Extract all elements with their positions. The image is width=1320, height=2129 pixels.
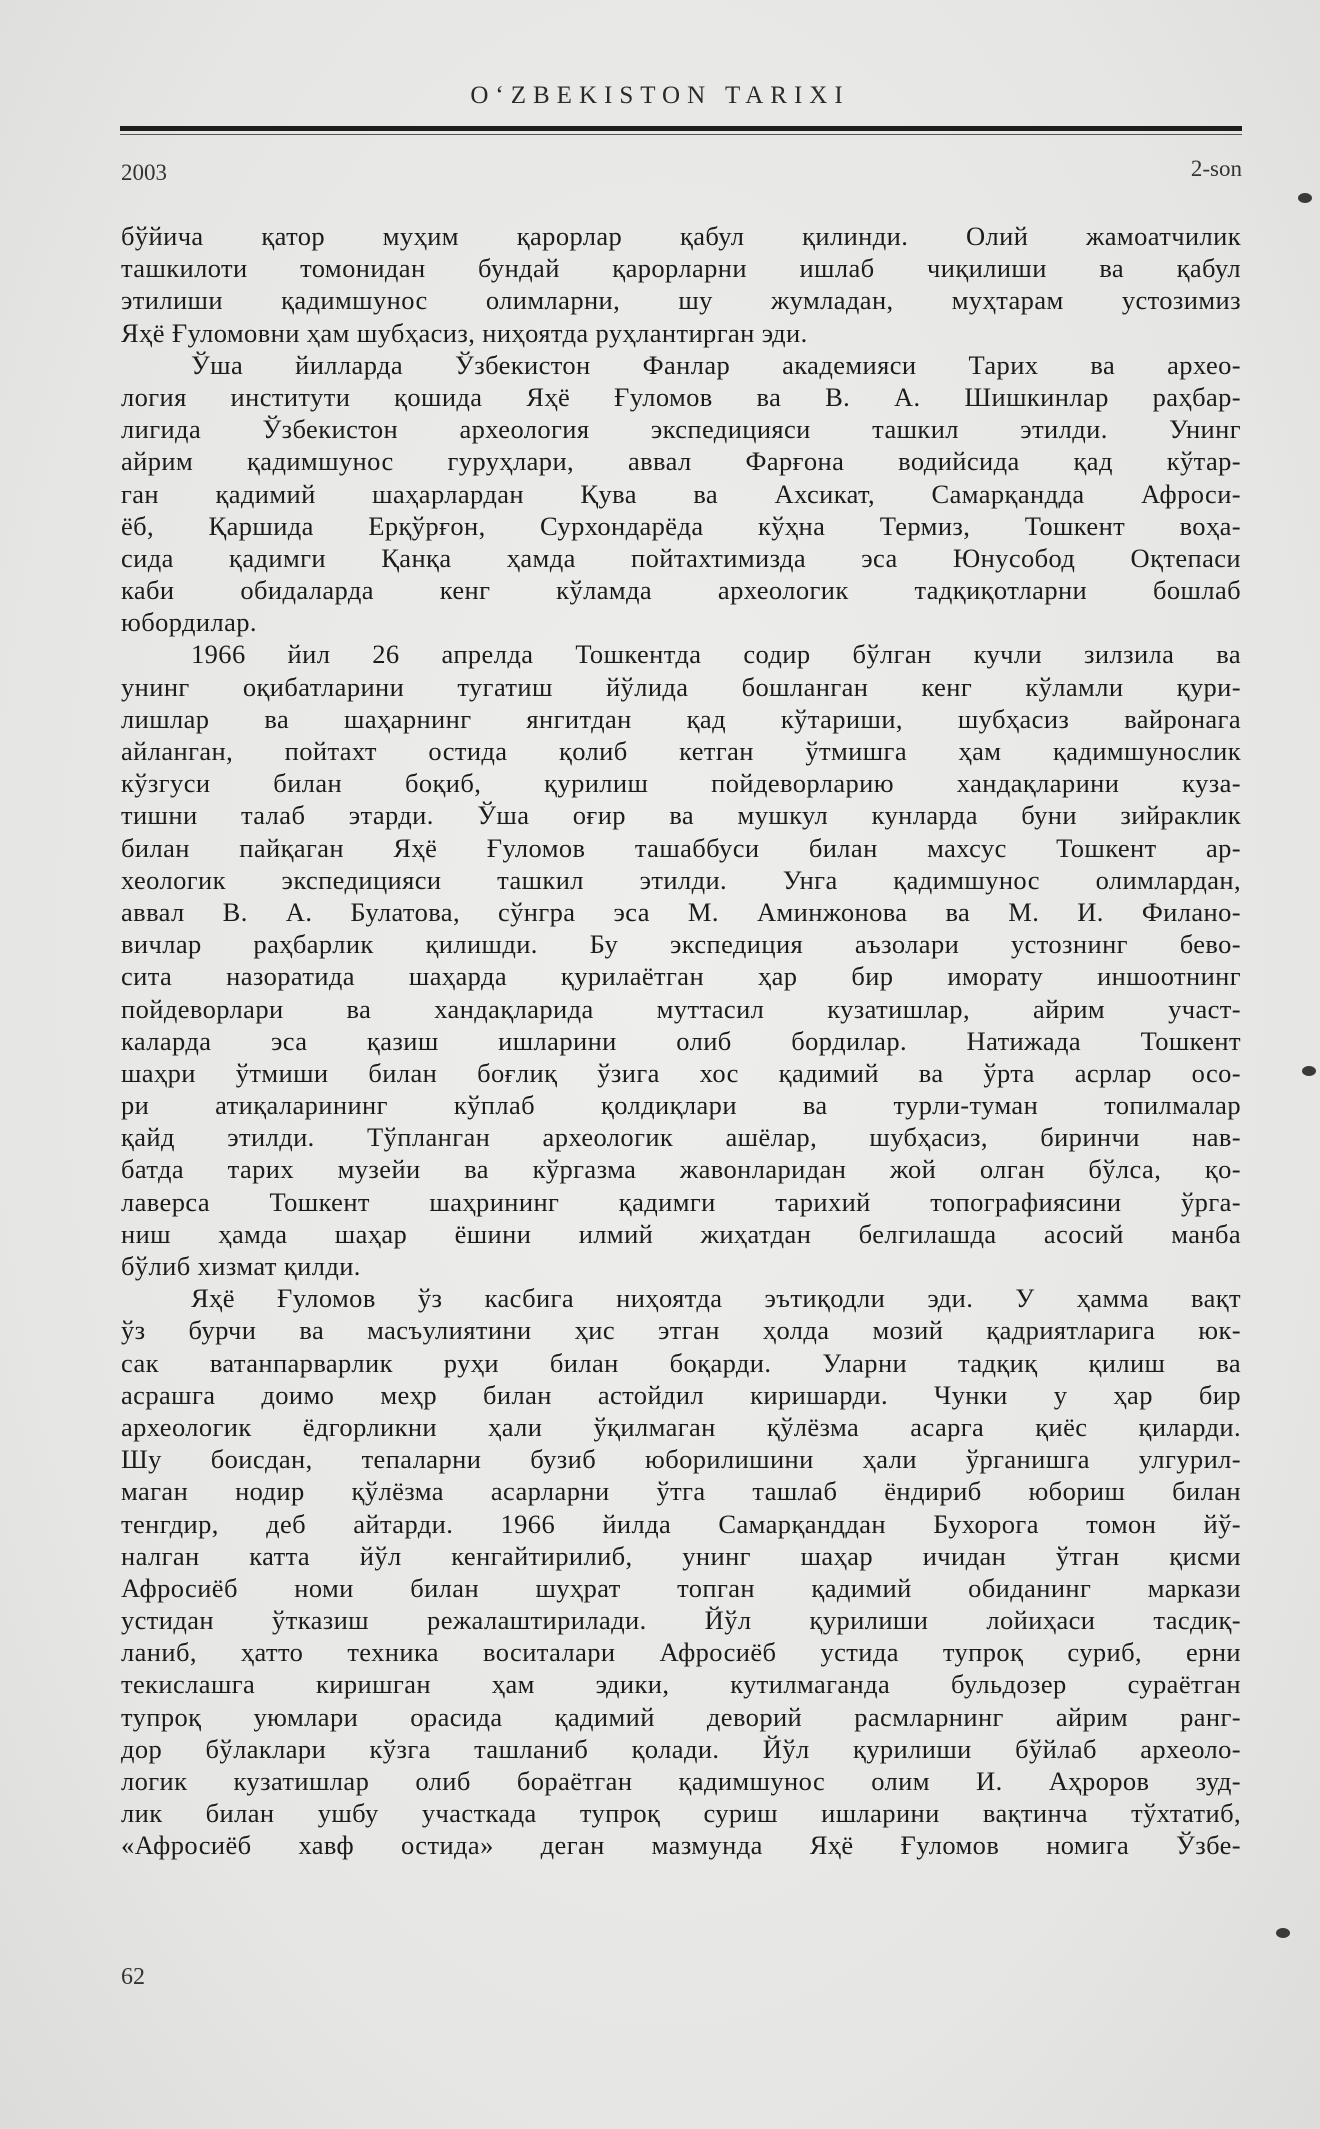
text-line: ниш ҳамда шаҳар ёшини илмий жиҳатдан белгилашда асосий манба (121, 1218, 1241, 1249)
text-line: археологик ёдгорликни ҳали ўқилмаган қўлёзма асарга қиёс қиларди. (121, 1411, 1241, 1442)
text-line: тупроқ уюмлари орасида қадимий деворий расмларнинг айрим ранг- (121, 1701, 1241, 1732)
issue-number: 2-son (1190, 156, 1242, 181)
journal-title: O‘ZBEKISTON TARIXI (470, 82, 850, 109)
text-line: вичлар раҳбарлик қилишди. Бу экспедиция аъзолари устознинг бево- (121, 929, 1241, 960)
scan-mark (1298, 193, 1312, 203)
text-line: ган қадимий шаҳарлардан Қува ва Ахсикат, Самарқандда Афроси- (121, 478, 1241, 509)
text-line: асрашга доимо меҳр билан астойдил киришарди. Чунки у ҳар бир (121, 1379, 1241, 1410)
text-line: кўзгуси билан боқиб, қурилиш пойдеворларию хандақларини куза- (121, 768, 1241, 799)
text-line: пойдеворлари ва хандақларида муттасил кузатишлар, айрим участ- (121, 993, 1241, 1024)
text-line: Яҳё Ғуломов ўз касбига ниҳоятда эътиқодли эди. У ҳамма вақт (191, 1283, 1241, 1314)
text-line: тишни талаб этарди. Ўша оғир ва мушкул кунларда буни зийраклик (121, 800, 1241, 831)
text-line: унинг оқибатларини тугатиш йўлида бошланган кенг кўламли қури- (121, 671, 1241, 702)
text-line: батда тарих музейи ва кўргазма жавонларидан жой олган бўлса, қо- (121, 1154, 1241, 1185)
text-line: бўлиб хизмат қилди. (121, 1251, 361, 1281)
text-line: ёб, Қаршида Ерқўрғон, Сурхондарёда кўҳна Термиз, Тошкент воҳа- (121, 510, 1241, 541)
text-line: этилиши қадимшунос олимларни, шу жумладан, муҳтарам устозимиз (121, 285, 1241, 316)
text-line: билан пайқаган Яҳё Ғуломов ташаббуси билан махсус Тошкент ар- (121, 832, 1241, 863)
text-line: хеологик экспедицияси ташкил этилди. Унга қадимшунос олимлардан, (121, 864, 1241, 895)
text-line: лик билан ушбу участкада тупроқ суриш ишларини вақтинча тўхтатиб, (121, 1798, 1241, 1829)
article-body (121, 220, 1241, 1862)
text-line: айланган, пойтахт остида қолиб кетган ўтмишга ҳам қадимшунослик (121, 736, 1241, 766)
text-line: ўз бурчи ва масъулиятини ҳис этган ҳолда мозий қадриятларига юк- (121, 1315, 1241, 1346)
text-line: каларда эса қазиш ишларини олиб бордилар. Натижада Тошкент (121, 1025, 1241, 1056)
text-line: айрим қадимшунос гуруҳлари, аввал Фарғона водийсида қад кўтар- (121, 446, 1241, 477)
scan-mark (1276, 1928, 1290, 1938)
header-rule (120, 126, 1242, 131)
text-line: шаҳри ўтмиши билан боғлиқ ўзига хос қадимий ва ўрта асрлар осо- (121, 1057, 1241, 1088)
text-line: Шу боисдан, тепаларни бузиб юборилишини ҳали ўрганишга улгурил- (121, 1444, 1241, 1475)
text-line: налган катта йўл кенгайтирилиб, унинг шаҳар ичидан ўтган қисми (121, 1540, 1241, 1571)
text-line: маган нодир қўлёзма асарларни ўтга ташлаб ёндириб юбориш билан (121, 1476, 1241, 1507)
header-rule-thin (120, 134, 1242, 135)
text-line: устидан ўтказиш режалаштирилади. Йўл қурилиши лойиҳаси тасдиқ- (121, 1605, 1241, 1636)
page-number: 62 (121, 1964, 145, 1990)
text-line: қайд этилди. Тўпланган археологик ашёлар, шубҳасиз, биринчи нав- (121, 1122, 1241, 1153)
text-line: ланиб, ҳатто техника воситалари Афросиёб устида тупроқ суриб, ерни (121, 1637, 1241, 1668)
text-line: лаверса Тошкент шаҳрининг қадимги тарихий топографиясини ўрга- (121, 1186, 1241, 1217)
text-line: дор бўлаклари кўзга ташланиб қолади. Йўл қурилиши бўйлаб археоло- (121, 1733, 1241, 1764)
text-line: «Афросиёб хавф остида» деган мазмунда Яҳё Ғуломов номига Ўзбе- (121, 1830, 1241, 1861)
text-line: 1966 йил 26 апрелда Тошкентда содир бўлган кучли зилзила ва (191, 639, 1241, 670)
text-line: каби обидаларда кенг кўламда археологик тадқиқотларни бошлаб (121, 575, 1241, 606)
issue-year: 2003 (121, 160, 167, 185)
text-line: сида қадимги Қанқа ҳамда пойтахтимизда эса Юнусобод Оқтепаси (121, 542, 1241, 573)
text-line: Афросиёб номи билан шуҳрат топган қадимий обиданинг маркази (121, 1572, 1241, 1603)
text-line: Ўша йилларда Ўзбекистон Фанлар академияси Тарих ва архео- (191, 349, 1241, 380)
text-line: сак ватанпарварлик руҳи билан боқарди. Уларни тадқиқ қилиш ва (121, 1347, 1241, 1378)
text-line: лишлар ва шаҳарнинг янгитдан қад кўтариши, шубҳасиз вайронага (121, 703, 1241, 734)
text-line: текислашга киришган ҳам эдики, кутилмаганда бульдозер сураётган (121, 1669, 1241, 1700)
text-line: ташкилоти томонидан бундай қарорларни ишлаб чиқилиши ва қабул (121, 253, 1241, 284)
text-line: Яҳё Ғуломовни ҳам шубҳасиз, ниҳоятда руҳлантирган эди. (121, 317, 808, 348)
text-line: логия институти қошида Яҳё Ғуломов ва В. А. Шишкинлар раҳбар- (121, 381, 1241, 412)
text-line: тенгдир, деб айтарди. 1966 йилда Самарқанддан Бухорога томон йў- (121, 1508, 1241, 1539)
text-line: логик кузатишлар олиб бораётган қадимшунос олим И. Аҳроров зуд- (121, 1766, 1241, 1796)
text-line: лигида Ўзбекистон археология экспедицияси ташкил этилди. Унинг (121, 414, 1241, 445)
text-line: юбордилар. (121, 607, 257, 638)
text-line: бўйича қатор муҳим қарорлар қабул қилинди. Олий жамоатчилик (121, 221, 1241, 251)
text-line: аввал В. А. Булатова, сўнгра эса М. Аминжонова ва М. И. Филано- (121, 896, 1241, 927)
scan-mark (1302, 1066, 1316, 1076)
text-line: ри атиқаларининг кўплаб қолдиқлари ва турли-туман топилмалар (121, 1090, 1241, 1121)
text-line: сита назоратида шаҳарда қурилаётган ҳар бир иморату иншоотнинг (121, 961, 1241, 992)
